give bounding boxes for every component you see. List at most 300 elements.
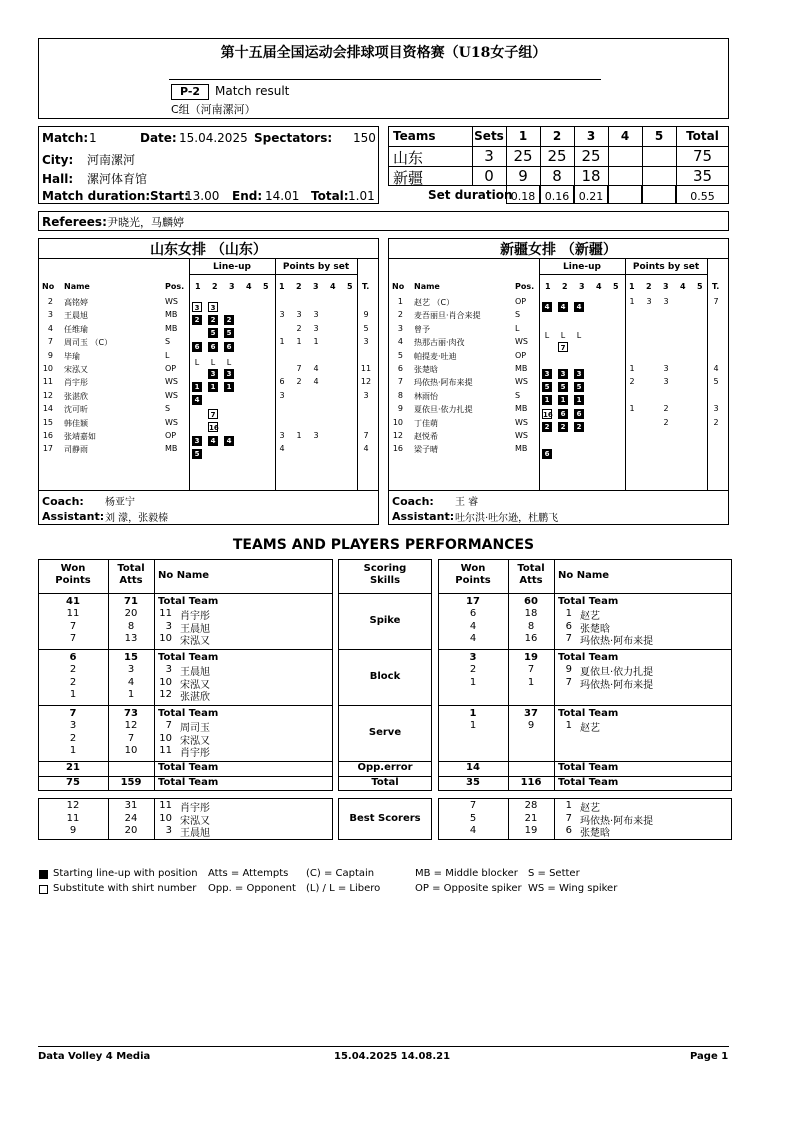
player-total-points: 2 [713, 417, 719, 427]
libero-marker: L [560, 330, 566, 340]
score-header: Sets [474, 129, 504, 143]
starting-position-badge: 4 [542, 302, 552, 312]
player-skill-name: 宋泓又 [180, 679, 210, 691]
legend-s: S = Setter [528, 868, 580, 879]
perf-row-line [438, 593, 732, 594]
footer-center: 15.04.2025 14.08.21 [334, 1051, 451, 1062]
player-set-points: 3 [663, 377, 669, 387]
player-skill-atts: 16 [524, 633, 538, 644]
page-title: 第十五届全国运动会排球项目资格赛（U18女子组） [220, 45, 547, 61]
skill-total-team-label: Total Team [558, 652, 619, 663]
set-duration-value: 0.18 [510, 190, 536, 203]
player-skill-won: 2 [69, 664, 77, 675]
player-set-points: 3 [279, 390, 285, 400]
score-team-name: 新疆 [393, 169, 424, 187]
skill-total-team-label: Total Team [158, 708, 219, 719]
player-no: 2 [47, 297, 53, 306]
player-pos: MB [515, 364, 528, 373]
score-header: 1 [518, 129, 528, 143]
starting-position-badge: 1 [192, 382, 202, 392]
skill-label: Serve [368, 727, 402, 738]
roster-subheader-rule [539, 274, 707, 275]
player-set-points: 1 [296, 431, 302, 440]
player-skill-atts: 12 [124, 720, 138, 731]
team-a-roster [38, 238, 379, 525]
player-no: 4 [47, 323, 53, 333]
best-scorer-won: 5 [469, 812, 477, 824]
best-scorer-atts: 31 [124, 800, 138, 811]
player-set-points: 2 [629, 377, 635, 387]
duration-label: Match duration: [42, 189, 151, 203]
roster-col-line [189, 258, 190, 490]
player-skill-name: 王晨旭 [180, 667, 210, 678]
header-underline [169, 79, 601, 80]
player-skill-name: 张湛欣 [180, 692, 210, 703]
player-set-points: 1 [629, 297, 635, 306]
points-set-header: 3 [663, 282, 669, 291]
roster-col-line [707, 258, 708, 490]
match-number: 1 [89, 131, 97, 145]
player-set-points: 3 [646, 297, 652, 306]
best-scorer-name: 肖宇彤 [180, 803, 210, 814]
player-name: 司静雨 [64, 445, 88, 455]
skill-team-atts: 73 [124, 708, 138, 719]
player-pos: S [165, 337, 171, 347]
score-team-name: 山东 [393, 149, 424, 167]
player-skill-no: 11 [159, 608, 172, 619]
starting-position-badge: 2 [542, 422, 552, 432]
player-pos: WS [515, 377, 528, 387]
player-skill-won: 1 [469, 676, 477, 688]
won-points-header: Won Points [55, 563, 91, 586]
skill-total-team-label: Total Team [158, 652, 219, 663]
total-duration-value: 0.55 [690, 190, 715, 203]
player-name: 毕瑜 [64, 351, 80, 361]
player-skill-won: 2 [469, 664, 477, 675]
perf-row-line [338, 705, 432, 706]
total-row-label: Total [371, 777, 399, 788]
points-set-header: 3 [313, 282, 319, 291]
best-scorer-no: 6 [565, 825, 572, 836]
best-scorer-name: 王晨旭 [180, 828, 210, 839]
lineup-set-header: 5 [263, 282, 269, 291]
player-skill-atts: 8 [527, 620, 535, 632]
substitute-badge: 3 [208, 302, 218, 312]
legend-op: OP = Opposite spiker [415, 883, 522, 894]
starting-position-badge: 2 [574, 422, 584, 432]
skill-team-atts: 71 [124, 596, 138, 607]
lineup-set-header: 4 [596, 282, 602, 291]
skill-team-atts: 19 [524, 652, 538, 663]
player-name: 梁子晴 [414, 445, 438, 455]
player-name: 韩佳颖 [64, 418, 88, 428]
score-header: 5 [654, 129, 664, 143]
legend-ws: WS = Wing spiker [528, 883, 618, 894]
perf-row-line [438, 705, 732, 706]
no-name-header: No Name [158, 570, 210, 581]
starting-position-badge: 4 [574, 302, 584, 312]
player-pos: OP [515, 297, 527, 306]
opp-error-b: 14 [466, 762, 480, 773]
player-skill-won: 7 [69, 633, 77, 644]
lineup-set-header: 2 [212, 282, 218, 291]
score-header: 4 [620, 129, 630, 143]
lineup-header: Line-up [213, 262, 251, 272]
perf-row-line [338, 649, 432, 650]
substitute-badge: 7 [558, 342, 568, 352]
player-skill-atts: 4 [127, 676, 135, 688]
name-header: Name [64, 282, 90, 291]
player-lineup [542, 296, 590, 315]
player-set-points: 2 [296, 323, 302, 333]
scoring-skills-header: Scoring Skills [363, 563, 407, 586]
total-atts-header: Total Atts [117, 563, 145, 586]
starting-position-badge: 4 [208, 436, 218, 446]
player-skill-no: 9 [565, 664, 572, 675]
player-total-points: 5 [363, 323, 369, 333]
points-by-set-header: Points by set [282, 262, 350, 272]
player-name: 热那古丽·肉孜 [414, 338, 465, 348]
total-header: T. [362, 282, 370, 291]
libero-marker: L [576, 330, 582, 340]
player-lineup [542, 417, 590, 436]
player-skill-name: 玛依热·阿布来提 [580, 636, 654, 647]
player-skill-name: 王晨旭 [180, 623, 210, 635]
player-name: 宋泓又 [64, 365, 88, 374]
coach-name: 杨亚宁 [105, 497, 135, 508]
player-set-points: 4 [279, 444, 285, 454]
best-scorer-no: 7 [565, 812, 572, 824]
player-name: 林雨怡 [414, 391, 438, 401]
match-info-box [38, 126, 379, 204]
starting-position-badge: 5 [224, 328, 234, 338]
player-skill-won: 1 [69, 745, 77, 756]
score-table [388, 126, 729, 204]
player-no: 3 [47, 310, 53, 320]
player-skill-no: 11 [159, 745, 172, 756]
perf-row-line [38, 705, 333, 706]
player-skill-no: 7 [565, 676, 572, 688]
doc-title: Match result [215, 84, 290, 98]
player-skill-won: 1 [469, 720, 477, 731]
player-skill-won: 6 [469, 608, 477, 619]
player-no: 17 [42, 444, 53, 454]
player-skill-no: 3 [165, 620, 172, 632]
perf-row-line [38, 593, 333, 594]
player-no: 9 [397, 404, 403, 414]
coach-name: 王 睿 [455, 497, 479, 508]
player-skill-no: 10 [159, 633, 172, 644]
player-name: 丁佳萌 [414, 418, 438, 428]
player-set-points: 3 [279, 310, 285, 320]
player-skill-won: 4 [469, 633, 477, 644]
player-total-points: 3 [363, 337, 369, 347]
legend [38, 868, 738, 902]
footer-left: Data Volley 4 Media [38, 1051, 151, 1062]
substitute-badge: 7 [208, 409, 218, 419]
date-value: 15.04.2025 [179, 131, 248, 145]
hall-label: Hall: [42, 172, 74, 186]
points-set-header: 5 [697, 282, 703, 291]
player-total-points: 3 [713, 404, 719, 414]
best-scorer-name: 张楚晗 [580, 828, 610, 839]
points-set-header: 2 [296, 282, 302, 291]
player-pos: WS [165, 377, 178, 387]
player-skill-name: 宋泓又 [180, 735, 210, 747]
player-no: 11 [42, 377, 53, 387]
player-no: 4 [397, 337, 403, 347]
skill-team-won: 3 [469, 652, 477, 663]
player-pos: WS [515, 417, 528, 427]
player-skill-no: 12 [159, 689, 172, 700]
team-name: 新疆女排 （新疆） [500, 242, 617, 258]
score-cell: 0 [484, 167, 494, 185]
skill-team-won: 41 [66, 596, 80, 607]
skill-total-team-label: Total Team [558, 596, 619, 607]
set-duration-value: 0.16 [544, 190, 570, 203]
starting-position-badge: 5 [542, 382, 552, 392]
score-header: 3 [586, 129, 596, 143]
best-scorer-atts: 19 [524, 825, 538, 836]
player-name: 曾予 [414, 324, 430, 334]
legend-libero: (L) / L = Libero [306, 883, 381, 894]
best-scorer-atts: 20 [124, 825, 138, 836]
player-no: 12 [392, 431, 403, 440]
skill-label: Block [369, 671, 401, 682]
total-a-atts: 159 [120, 777, 142, 788]
player-skill-atts: 1 [127, 689, 135, 700]
starting-position-badge: 6 [558, 409, 568, 419]
score-cell: 8 [552, 167, 562, 185]
player-skill-won: 3 [69, 720, 77, 731]
skill-team-won: 17 [466, 596, 480, 607]
best-scorer-atts: 24 [124, 812, 138, 824]
lineup-set-header: 1 [195, 282, 201, 291]
player-name: 任维瑜 [64, 324, 88, 334]
assistant-label: Assistant: [42, 510, 105, 523]
team-name: 山东女排 （山东） [150, 242, 267, 258]
player-skill-name: 夏依旦·依力扎提 [580, 667, 654, 678]
no-name-header: No Name [558, 570, 610, 581]
libero-marker: L [544, 330, 550, 340]
starting-position-badge: 3 [224, 369, 234, 379]
no-header: No [42, 282, 55, 291]
substitute-badge: 3 [192, 302, 202, 312]
player-skill-no: 10 [159, 732, 172, 744]
player-set-points: 2 [296, 377, 302, 387]
player-skill-no: 3 [165, 664, 172, 675]
substitute-badge: 16 [209, 424, 219, 433]
player-skill-name: 宋泓又 [180, 636, 210, 647]
player-set-points: 1 [279, 337, 285, 347]
player-name: 玛依热·阿布来提 [414, 378, 473, 388]
starting-position-badge: 1 [542, 395, 552, 405]
legend-substitute: Substitute with shirt number [53, 883, 197, 894]
player-no: 8 [397, 390, 403, 400]
skill-team-won: 1 [469, 708, 477, 719]
player-set-points: 1 [296, 337, 302, 347]
player-set-points: 3 [313, 310, 319, 320]
skill-team-won: 7 [69, 708, 77, 719]
player-skill-atts: 20 [124, 608, 138, 619]
player-pos: S [515, 390, 521, 400]
player-pos: WS [515, 431, 528, 440]
starting-position-badge: 6 [192, 342, 202, 352]
best-scorer-name: 玛依热·阿布来提 [580, 815, 654, 827]
best-scorer-won: 7 [469, 800, 477, 811]
best-scorer-won: 9 [69, 825, 77, 836]
footer-right: Page 1 [690, 1051, 729, 1062]
pos-header: Pos. [515, 282, 535, 291]
roster-col-line [275, 258, 276, 490]
starting-position-badge: 6 [224, 342, 234, 352]
player-total-points: 5 [713, 377, 719, 387]
player-no: 1 [397, 297, 403, 306]
performance-title: TEAMS AND PLAYERS PERFORMANCES [232, 537, 535, 553]
player-skill-no: 7 [165, 720, 172, 731]
score-cell: 35 [692, 167, 713, 185]
city-label: City: [42, 153, 74, 167]
starting-position-badge: 1 [574, 395, 584, 405]
player-set-points: 3 [296, 310, 302, 320]
starting-position-badge: 1 [224, 382, 234, 392]
perf-row-line [338, 593, 432, 594]
player-name: 赵悦希 [414, 432, 438, 441]
player-set-points: 3 [279, 431, 285, 440]
player-skill-atts: 7 [527, 664, 535, 675]
player-skill-won: 7 [69, 620, 77, 632]
player-skill-won: 2 [69, 732, 77, 744]
player-total-points: 9 [363, 310, 369, 320]
player-set-points: 3 [663, 364, 669, 373]
lineup-header: Line-up [563, 262, 601, 272]
start-value: 13.00 [185, 189, 220, 203]
score-header: Teams [393, 129, 436, 143]
player-set-points: 1 [629, 364, 635, 373]
coach-label: Coach: [42, 495, 84, 508]
assistant-name: 刘 濛，张毅榛 [105, 513, 169, 524]
opp-error-a: 21 [66, 762, 80, 773]
starting-position-badge: 4 [558, 302, 568, 312]
player-skill-atts: 18 [524, 608, 538, 619]
starting-position-badge: 6 [574, 409, 584, 419]
player-set-points: 1 [313, 337, 319, 347]
starting-position-badge: 4 [224, 436, 234, 446]
player-total-points: 4 [713, 364, 719, 373]
lineup-set-header: 2 [562, 282, 568, 291]
player-no: 16 [392, 444, 403, 454]
legend-mb: MB = Middle blocker [415, 868, 518, 879]
points-set-header: 1 [279, 282, 285, 291]
player-name: 周司玉 （C） [64, 338, 113, 348]
score-header: Total [686, 129, 719, 143]
perf-row-line [438, 649, 732, 650]
player-no: 7 [47, 337, 53, 347]
legend-captain: (C) = Captain [306, 868, 375, 879]
opp-error-label: Opp.error [357, 762, 413, 773]
starting-position-badge: 5 [208, 328, 218, 338]
player-lineup [192, 443, 208, 462]
legend-starting: Starting line-up with position [53, 868, 198, 879]
end-label: End: [232, 189, 263, 203]
player-no: 14 [42, 404, 53, 414]
player-skill-no: 6 [565, 620, 572, 632]
player-pos: WS [165, 390, 178, 400]
best-scorer-no: 1 [565, 800, 572, 811]
skill-team-won: 6 [69, 652, 77, 663]
perf-row-line [38, 649, 333, 650]
player-skill-atts: 1 [527, 676, 535, 688]
score-cell: 9 [518, 167, 528, 185]
starting-position-badge: 5 [574, 382, 584, 392]
legend-opp: Opp. = Opponent [208, 883, 296, 894]
starting-position-badge: 2 [208, 315, 218, 325]
player-set-points: 4 [313, 364, 319, 373]
legend-open-square-icon [39, 885, 48, 894]
starting-position-badge: 2 [224, 315, 234, 325]
player-total-points: 7 [713, 297, 719, 306]
referees-value: 尹晓光，马麟婷 [107, 216, 184, 229]
player-skill-atts: 7 [127, 732, 135, 744]
spectators-label: Spectators: [254, 131, 333, 145]
roster-bottom-rule [389, 490, 728, 491]
perf-col-line [154, 798, 155, 840]
player-set-points: 2 [663, 404, 669, 414]
set-duration-box [642, 186, 676, 204]
player-name: 张楚晗 [414, 365, 438, 374]
player-pos: OP [165, 431, 177, 440]
total-b-team: Total Team [558, 777, 619, 788]
starting-position-badge: 3 [574, 369, 584, 379]
points-set-header: 5 [347, 282, 353, 291]
player-skill-no: 10 [159, 676, 172, 688]
team-name-rule [389, 258, 728, 259]
best-scorer-name: 宋泓又 [180, 815, 210, 827]
end-value: 14.01 [265, 189, 300, 203]
player-set-points: 3 [663, 297, 669, 306]
player-pos: S [165, 404, 171, 414]
points-set-header: 4 [680, 282, 686, 291]
libero-marker: L [226, 357, 232, 367]
player-skill-no: 7 [565, 633, 572, 644]
starting-position-badge: 2 [558, 422, 568, 432]
player-name: 王晨旭 [64, 311, 88, 321]
start-label: Start: [150, 189, 189, 203]
points-by-set-header: Points by set [632, 262, 700, 272]
player-skill-name: 张楚晗 [580, 623, 610, 635]
starting-position-badge: 5 [192, 449, 202, 459]
spectators-value: 150 [353, 131, 376, 145]
set-duration-value: 0.21 [578, 190, 604, 203]
total-header: T. [712, 282, 720, 291]
starting-position-badge: 1 [208, 382, 218, 392]
roster-subheader-rule [189, 274, 357, 275]
referees-label: Referees: [42, 215, 107, 229]
player-skill-atts: 3 [127, 664, 135, 675]
player-pos: WS [165, 297, 178, 306]
player-skill-atts: 9 [527, 720, 535, 731]
starting-position-badge: 5 [558, 382, 568, 392]
name-header: Name [414, 282, 440, 291]
player-skill-name: 肖宇彤 [180, 748, 210, 759]
player-skill-won: 2 [69, 676, 77, 688]
pos-header: Pos. [165, 282, 185, 291]
libero-marker: L [194, 357, 200, 367]
player-no: 6 [397, 364, 403, 373]
starting-position-badge: 1 [558, 395, 568, 405]
player-pos: MB [165, 444, 178, 454]
player-no: 16 [42, 431, 53, 440]
